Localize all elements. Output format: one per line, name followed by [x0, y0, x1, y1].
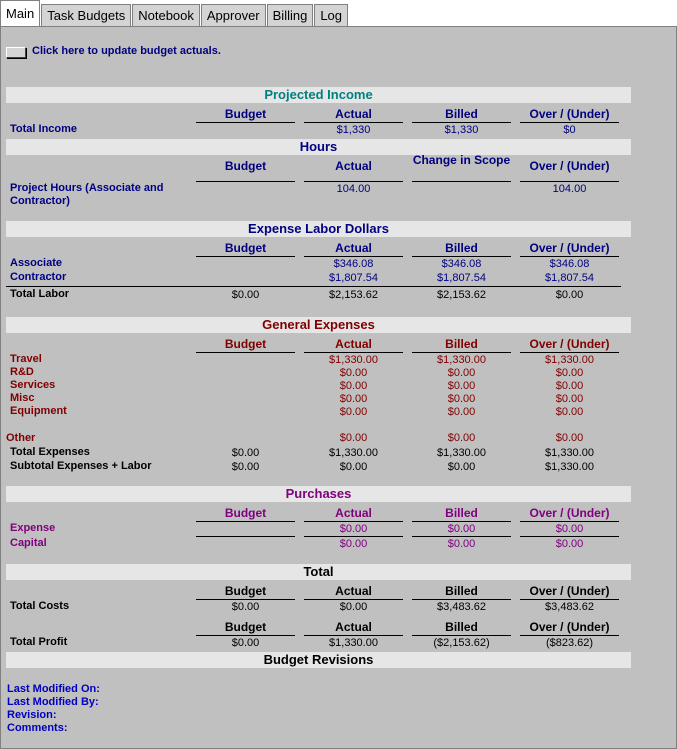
- underline: [304, 635, 403, 636]
- value-subtotal-actual: $0.00: [339, 461, 368, 473]
- underline: [520, 122, 619, 123]
- header-over-under: Over / (Under): [529, 506, 610, 520]
- update-actuals-link[interactable]: Click here to update budget actuals.: [32, 45, 221, 57]
- underline: [412, 122, 511, 123]
- value-total-labor-over: $0.00: [555, 289, 584, 301]
- label-misc: Misc: [10, 392, 35, 404]
- section-general-expenses: General Expenses: [6, 317, 631, 333]
- tab-bar: [0, 0, 677, 26]
- underline: [196, 256, 295, 257]
- label-purchase-capital: Capital: [10, 537, 47, 549]
- header-change-in-scope: Change in Scope: [412, 153, 511, 167]
- section-budget-revisions: Budget Revisions: [6, 652, 631, 668]
- total-labor-rule: [6, 286, 621, 287]
- tab-approver[interactable]: Approver: [201, 4, 266, 26]
- header-actual: Actual: [335, 584, 372, 598]
- section-total: Total: [6, 564, 631, 580]
- main-panel: [0, 26, 677, 749]
- header-billed: Billed: [445, 337, 478, 351]
- tab-notebook[interactable]: Notebook: [132, 4, 200, 26]
- underline: [196, 122, 295, 123]
- value-misc-actual: $0.00: [339, 393, 368, 405]
- value-contractor-over: $1,807.54: [545, 272, 594, 284]
- value-hours-actual: 104.00: [336, 183, 371, 195]
- header-budget: Budget: [224, 159, 267, 173]
- label-services: Services: [10, 379, 56, 391]
- value-misc-over: $0.00: [555, 393, 584, 405]
- value-associate-actual: $346.08: [333, 258, 374, 270]
- label-total-expenses: Total Expenses: [10, 446, 90, 458]
- label-purchase-expense: Expense: [10, 522, 56, 534]
- underline: [304, 181, 403, 182]
- tab-main[interactable]: Main: [0, 0, 40, 26]
- underline: [304, 352, 403, 353]
- underline: [520, 521, 619, 522]
- value-purchase-capital-actual: $0.00: [339, 538, 368, 550]
- header-over-under: Over / (Under): [529, 241, 610, 255]
- update-actuals-button[interactable]: [6, 47, 26, 58]
- header-budget: Budget: [224, 337, 267, 351]
- label-associate: Associate: [10, 257, 62, 269]
- value-total-profit-billed: ($2,153.62): [433, 637, 490, 649]
- header-over-under: Over / (Under): [529, 620, 610, 634]
- value-services-over: $0.00: [555, 380, 584, 392]
- label-revision: Revision:: [7, 709, 57, 721]
- tab-task-budgets[interactable]: Task Budgets: [41, 4, 131, 26]
- section-expense-labor: Expense Labor Dollars: [6, 221, 631, 237]
- value-total-expenses-actual: $1,330.00: [329, 447, 378, 459]
- header-actual: Actual: [335, 620, 372, 634]
- header-budget: Budget: [224, 241, 267, 255]
- underline: [304, 256, 403, 257]
- header-actual: Actual: [335, 159, 372, 173]
- underline: [412, 352, 511, 353]
- label-other: Other: [6, 432, 36, 444]
- value-subtotal-billed: $0.00: [447, 461, 476, 473]
- value-income-billed: $1,330: [444, 124, 479, 136]
- value-other-billed: $0.00: [447, 432, 476, 444]
- label-total-profit: Total Profit: [10, 636, 68, 648]
- value-total-expenses-over: $1,330.00: [545, 447, 594, 459]
- header-budget: Budget: [224, 584, 267, 598]
- value-travel-billed: $1,330.00: [437, 354, 486, 366]
- value-total-expenses-budget: $0.00: [231, 447, 260, 459]
- value-subtotal-over: $1,330.00: [545, 461, 594, 473]
- underline: [196, 536, 295, 537]
- value-contractor-actual: $1,807.54: [329, 272, 378, 284]
- value-purchase-expense-billed: $0.00: [447, 523, 476, 535]
- value-total-costs-budget: $0.00: [231, 601, 260, 613]
- underline: [304, 521, 403, 522]
- value-rnd-billed: $0.00: [447, 367, 476, 379]
- underline: [520, 536, 619, 537]
- label-project-hours: Project Hours (Associate and Contractor): [10, 182, 164, 207]
- header-budget: Budget: [224, 620, 267, 634]
- label-contractor: Contractor: [10, 271, 67, 283]
- header-budget: Budget: [224, 506, 267, 520]
- value-purchase-capital-billed: $0.00: [447, 538, 476, 550]
- header-actual: Actual: [335, 107, 372, 121]
- underline: [412, 599, 511, 600]
- underline: [196, 352, 295, 353]
- value-total-costs-actual: $0.00: [339, 601, 368, 613]
- value-total-profit-over: ($823.62): [545, 637, 594, 649]
- header-billed: Billed: [445, 506, 478, 520]
- header-over-under: Over / (Under): [529, 107, 610, 121]
- label-last-modified-by: Last Modified By:: [7, 696, 99, 708]
- value-total-profit-actual: $1,330.00: [329, 637, 378, 649]
- section-projected-income: Projected Income: [6, 87, 631, 103]
- underline: [196, 635, 295, 636]
- underline: [412, 536, 511, 537]
- header-billed: Billed: [445, 584, 478, 598]
- label-total-costs: Total Costs: [10, 600, 70, 612]
- label-travel: Travel: [10, 353, 42, 365]
- label-comments: Comments:: [7, 722, 68, 734]
- value-equipment-over: $0.00: [555, 406, 584, 418]
- label-total-income: Total Income: [10, 123, 78, 135]
- value-hours-over: 104.00: [552, 183, 587, 195]
- underline: [304, 122, 403, 123]
- underline: [520, 352, 619, 353]
- value-other-actual: $0.00: [339, 432, 368, 444]
- header-actual: Actual: [335, 241, 372, 255]
- value-total-labor-actual: $2,153.62: [329, 289, 378, 301]
- value-total-labor-billed: $2,153.62: [437, 289, 486, 301]
- value-purchase-capital-over: $0.00: [555, 538, 584, 550]
- underline: [196, 521, 295, 522]
- header-billed: Billed: [445, 241, 478, 255]
- underline: [520, 181, 619, 182]
- underline: [520, 599, 619, 600]
- header-over-under: Over / (Under): [529, 337, 610, 351]
- underline: [304, 599, 403, 600]
- value-purchase-expense-actual: $0.00: [339, 523, 368, 535]
- value-other-over: $0.00: [555, 432, 584, 444]
- underline: [520, 635, 619, 636]
- header-actual: Actual: [335, 337, 372, 351]
- label-total-labor: Total Labor: [10, 288, 70, 300]
- value-equipment-actual: $0.00: [339, 406, 368, 418]
- underline: [412, 256, 511, 257]
- value-rnd-actual: $0.00: [339, 367, 368, 379]
- header-over-under: Over / (Under): [529, 159, 610, 173]
- underline: [196, 181, 295, 182]
- header-over-under: Over / (Under): [529, 584, 610, 598]
- value-subtotal-budget: $0.00: [231, 461, 260, 473]
- value-total-costs-over: $3,483.62: [545, 601, 594, 613]
- header-budget: Budget: [224, 107, 267, 121]
- underline: [412, 181, 511, 182]
- value-rnd-over: $0.00: [555, 367, 584, 379]
- value-purchase-expense-over: $0.00: [555, 523, 584, 535]
- tab-billing[interactable]: Billing: [267, 4, 314, 26]
- underline: [412, 635, 511, 636]
- label-subtotal: Subtotal Expenses + Labor: [10, 460, 152, 472]
- section-purchases: Purchases: [6, 486, 631, 502]
- underline: [196, 599, 295, 600]
- value-misc-billed: $0.00: [447, 393, 476, 405]
- underline: [304, 536, 403, 537]
- underline: [412, 521, 511, 522]
- value-associate-over: $346.08: [549, 258, 590, 270]
- value-income-actual: $1,330: [336, 124, 371, 136]
- header-actual: Actual: [335, 506, 372, 520]
- value-equipment-billed: $0.00: [447, 406, 476, 418]
- value-total-labor-budget: $0.00: [231, 289, 260, 301]
- section-hours: Hours: [6, 139, 631, 155]
- label-rnd: R&D: [10, 366, 34, 378]
- label-last-modified-on: Last Modified On:: [7, 683, 100, 695]
- value-travel-over: $1,330.00: [545, 354, 594, 366]
- value-total-expenses-billed: $1,330.00: [437, 447, 486, 459]
- value-services-billed: $0.00: [447, 380, 476, 392]
- value-total-profit-budget: $0.00: [231, 637, 260, 649]
- underline: [520, 256, 619, 257]
- label-equipment: Equipment: [10, 405, 67, 417]
- value-income-over: $0: [563, 124, 576, 136]
- value-services-actual: $0.00: [339, 380, 368, 392]
- header-billed: Billed: [445, 107, 478, 121]
- value-contractor-billed: $1,807.54: [437, 272, 486, 284]
- value-associate-billed: $346.08: [441, 258, 482, 270]
- value-travel-actual: $1,330.00: [329, 354, 378, 366]
- header-billed: Billed: [445, 620, 478, 634]
- value-total-costs-billed: $3,483.62: [437, 601, 486, 613]
- tab-log[interactable]: Log: [314, 4, 348, 26]
